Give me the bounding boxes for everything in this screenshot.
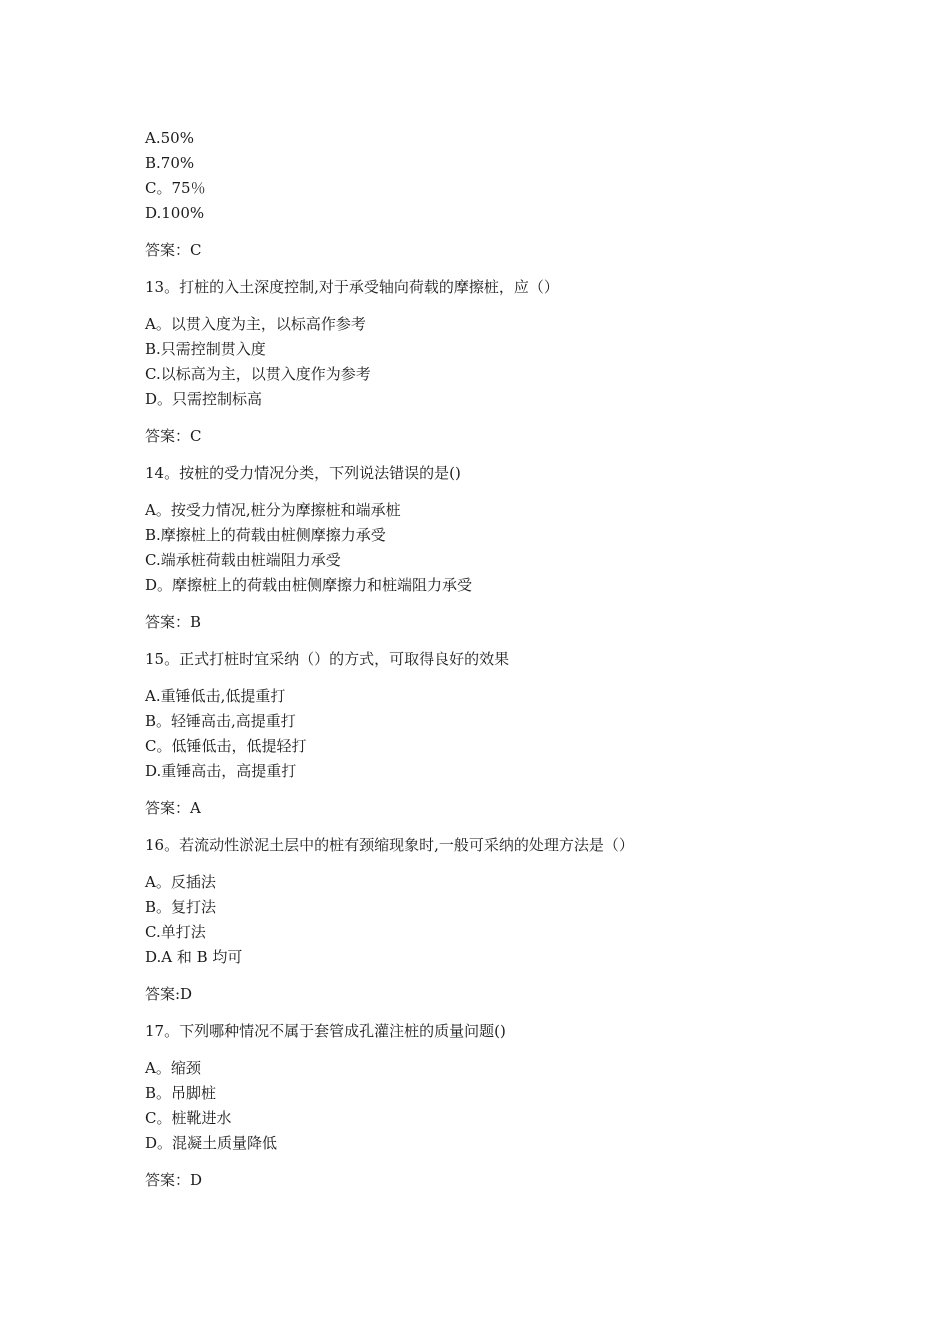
answer: 答案：C <box>145 241 202 259</box>
option-c: C.端承桩荷载由桩端阻力承受 <box>145 551 341 569</box>
option-b: B.摩擦桩上的荷载由桩侧摩擦力承受 <box>145 526 386 544</box>
question-text: 17。下列哪种情况不属于套管成孔灌注桩的质量问题() <box>145 1022 506 1040</box>
answer: 答案：C <box>145 427 202 445</box>
question-text: 14。按桩的受力情况分类，下列说法错误的是() <box>145 464 461 482</box>
option-d: D。只需控制标高 <box>145 390 263 408</box>
option-c: C。桩靴进水 <box>145 1109 232 1127</box>
option-d: D.重锤高击，高提重打 <box>145 762 297 780</box>
option-a: A。按受力情况,桩分为摩擦桩和端承桩 <box>145 501 401 519</box>
option-c: C。低锤低击，低提轻打 <box>145 737 307 755</box>
option-d: D.100% <box>145 204 205 222</box>
option-d: D.A 和 B 均可 <box>145 948 243 966</box>
question-block-12 <box>145 126 805 263</box>
option-c: C.单打法 <box>145 923 206 941</box>
answer: 答案：A <box>145 799 201 817</box>
answer: 答案：D <box>145 1171 203 1189</box>
question-block-16 <box>145 833 805 1007</box>
answer: 答案:D <box>145 985 193 1003</box>
question-block-17 <box>145 1019 805 1193</box>
question-text: 15。正式打桩时宜采纳（）的方式，可取得良好的效果 <box>145 650 510 668</box>
option-d: D。摩擦桩上的荷载由桩侧摩擦力和桩端阻力承受 <box>145 576 473 594</box>
option-a: A.50% <box>145 129 194 147</box>
option-c: C。75％ <box>145 179 206 197</box>
option-a: A。反插法 <box>145 873 216 891</box>
question-block-15 <box>145 647 805 821</box>
question-block-13 <box>145 275 805 449</box>
option-b: B.70% <box>145 154 195 172</box>
option-a: A。缩颈 <box>145 1059 201 1077</box>
option-c: C.以标高为主，以贯入度作为参考 <box>145 365 371 383</box>
option-b: B。轻锤高击,高提重打 <box>145 712 296 730</box>
question-text: 13。打桩的入土深度控制,对于承受轴向荷载的摩擦桩，应（） <box>145 278 559 296</box>
question-block-14 <box>145 461 805 635</box>
option-a: A。以贯入度为主，以标高作参考 <box>145 315 366 333</box>
option-d: D。混凝土质量降低 <box>145 1134 278 1152</box>
option-a: A.重锤低击,低提重打 <box>145 687 286 705</box>
document-page <box>145 126 805 1193</box>
option-b: B。复打法 <box>145 898 217 916</box>
question-text: 16。若流动性淤泥土层中的桩有颈缩现象时,一般可采纳的处理方法是（） <box>145 836 634 854</box>
option-b: B.只需控制贯入度 <box>145 340 266 358</box>
option-b: B。吊脚桩 <box>145 1084 217 1102</box>
answer: 答案：B <box>145 613 202 631</box>
